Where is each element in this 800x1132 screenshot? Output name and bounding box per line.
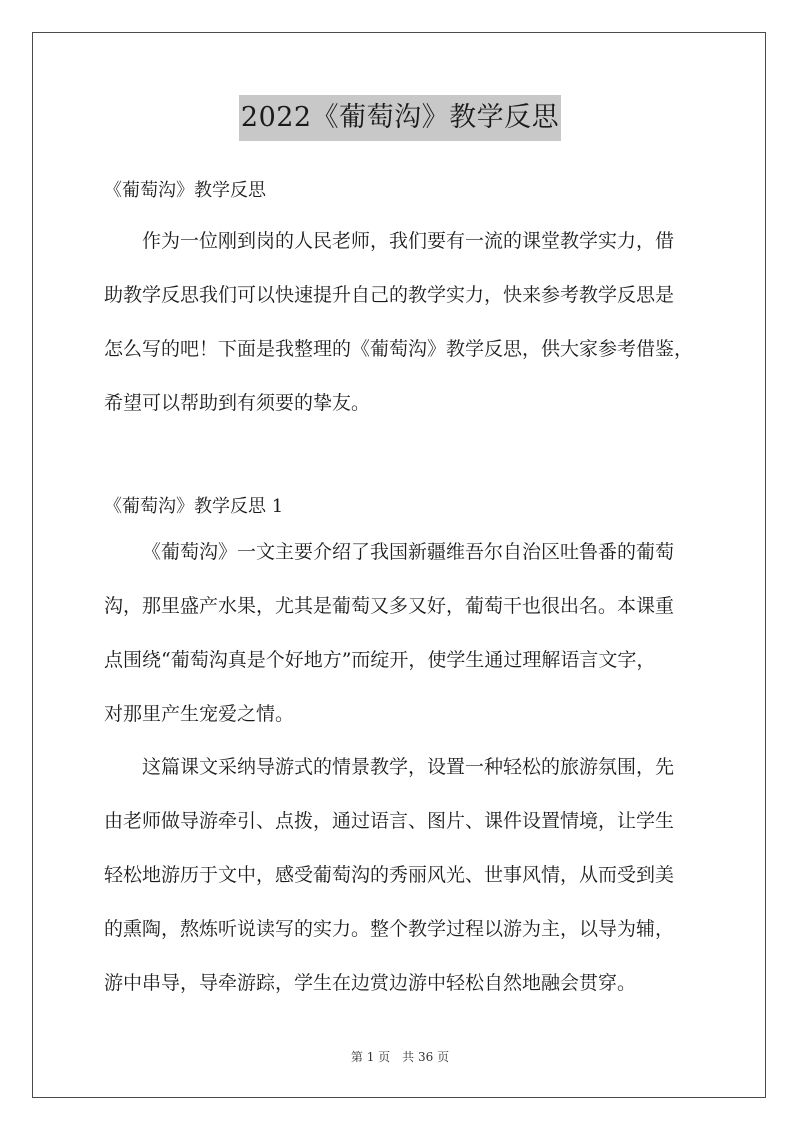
paragraph-line: 点围绕“葡萄沟真是个好地方”而绽开，使学生通过理解语言文字， bbox=[104, 649, 656, 671]
paragraph-line: 对那里产生宠爱之情。 bbox=[104, 703, 295, 725]
paragraph-line: 沟，那里盛产水果，尤其是葡萄又多又好，葡萄干也很出名。本课重 bbox=[104, 595, 675, 617]
page-total: 共 36 页 bbox=[402, 1050, 450, 1064]
paragraph-line: 怎么写的吧！下面是我整理的《葡萄沟》教学反思，供大家参考借鉴， bbox=[104, 338, 694, 360]
section-heading-1: 《葡萄沟》教学反思 1 bbox=[104, 496, 284, 517]
paragraph-line: 助教学反思我们可以快速提升自己的教学实力，快来参考教学反思是 bbox=[104, 284, 675, 306]
paragraph-line: 由老师做导游牵引、点拨，通过语言、图片、课件设置情境，让学生 bbox=[104, 810, 675, 832]
paragraph-line: 的熏陶，熬炼听说读写的实力。整个教学过程以游为主，以导为辅， bbox=[104, 918, 675, 940]
body-paragraph-2 bbox=[104, 740, 714, 1010]
paragraph-line: 游中串导，导牵游踪，学生在边赏边游中轻松自然地融会贯穿。 bbox=[104, 972, 637, 994]
section-heading-intro: 《葡萄沟》教学反思 bbox=[104, 180, 266, 201]
paragraph-line: 轻松地游历于文中，感受葡萄沟的秀丽风光、世事风情，从而受到美 bbox=[104, 864, 675, 886]
intro-paragraph bbox=[104, 214, 714, 430]
document-title: 2022《葡萄沟》教学反思 bbox=[239, 95, 561, 141]
title-wrap bbox=[0, 95, 800, 141]
body-paragraph-1 bbox=[104, 525, 714, 741]
paragraph-line: 《葡萄沟》一文主要介绍了我国新疆维吾尔自治区吐鲁番的葡萄 bbox=[142, 541, 675, 563]
page-footer bbox=[0, 1048, 800, 1065]
page-number: 第 1 页 bbox=[350, 1050, 391, 1064]
paragraph-line: 希望可以帮助到有须要的挚友。 bbox=[104, 392, 371, 414]
paragraph-line: 这篇课文采纳导游式的情景教学，设置一种轻松的旅游氛围，先 bbox=[142, 756, 675, 778]
paragraph-line: 作为一位刚到岗的人民老师，我们要有一流的课堂教学实力，借 bbox=[142, 230, 675, 252]
